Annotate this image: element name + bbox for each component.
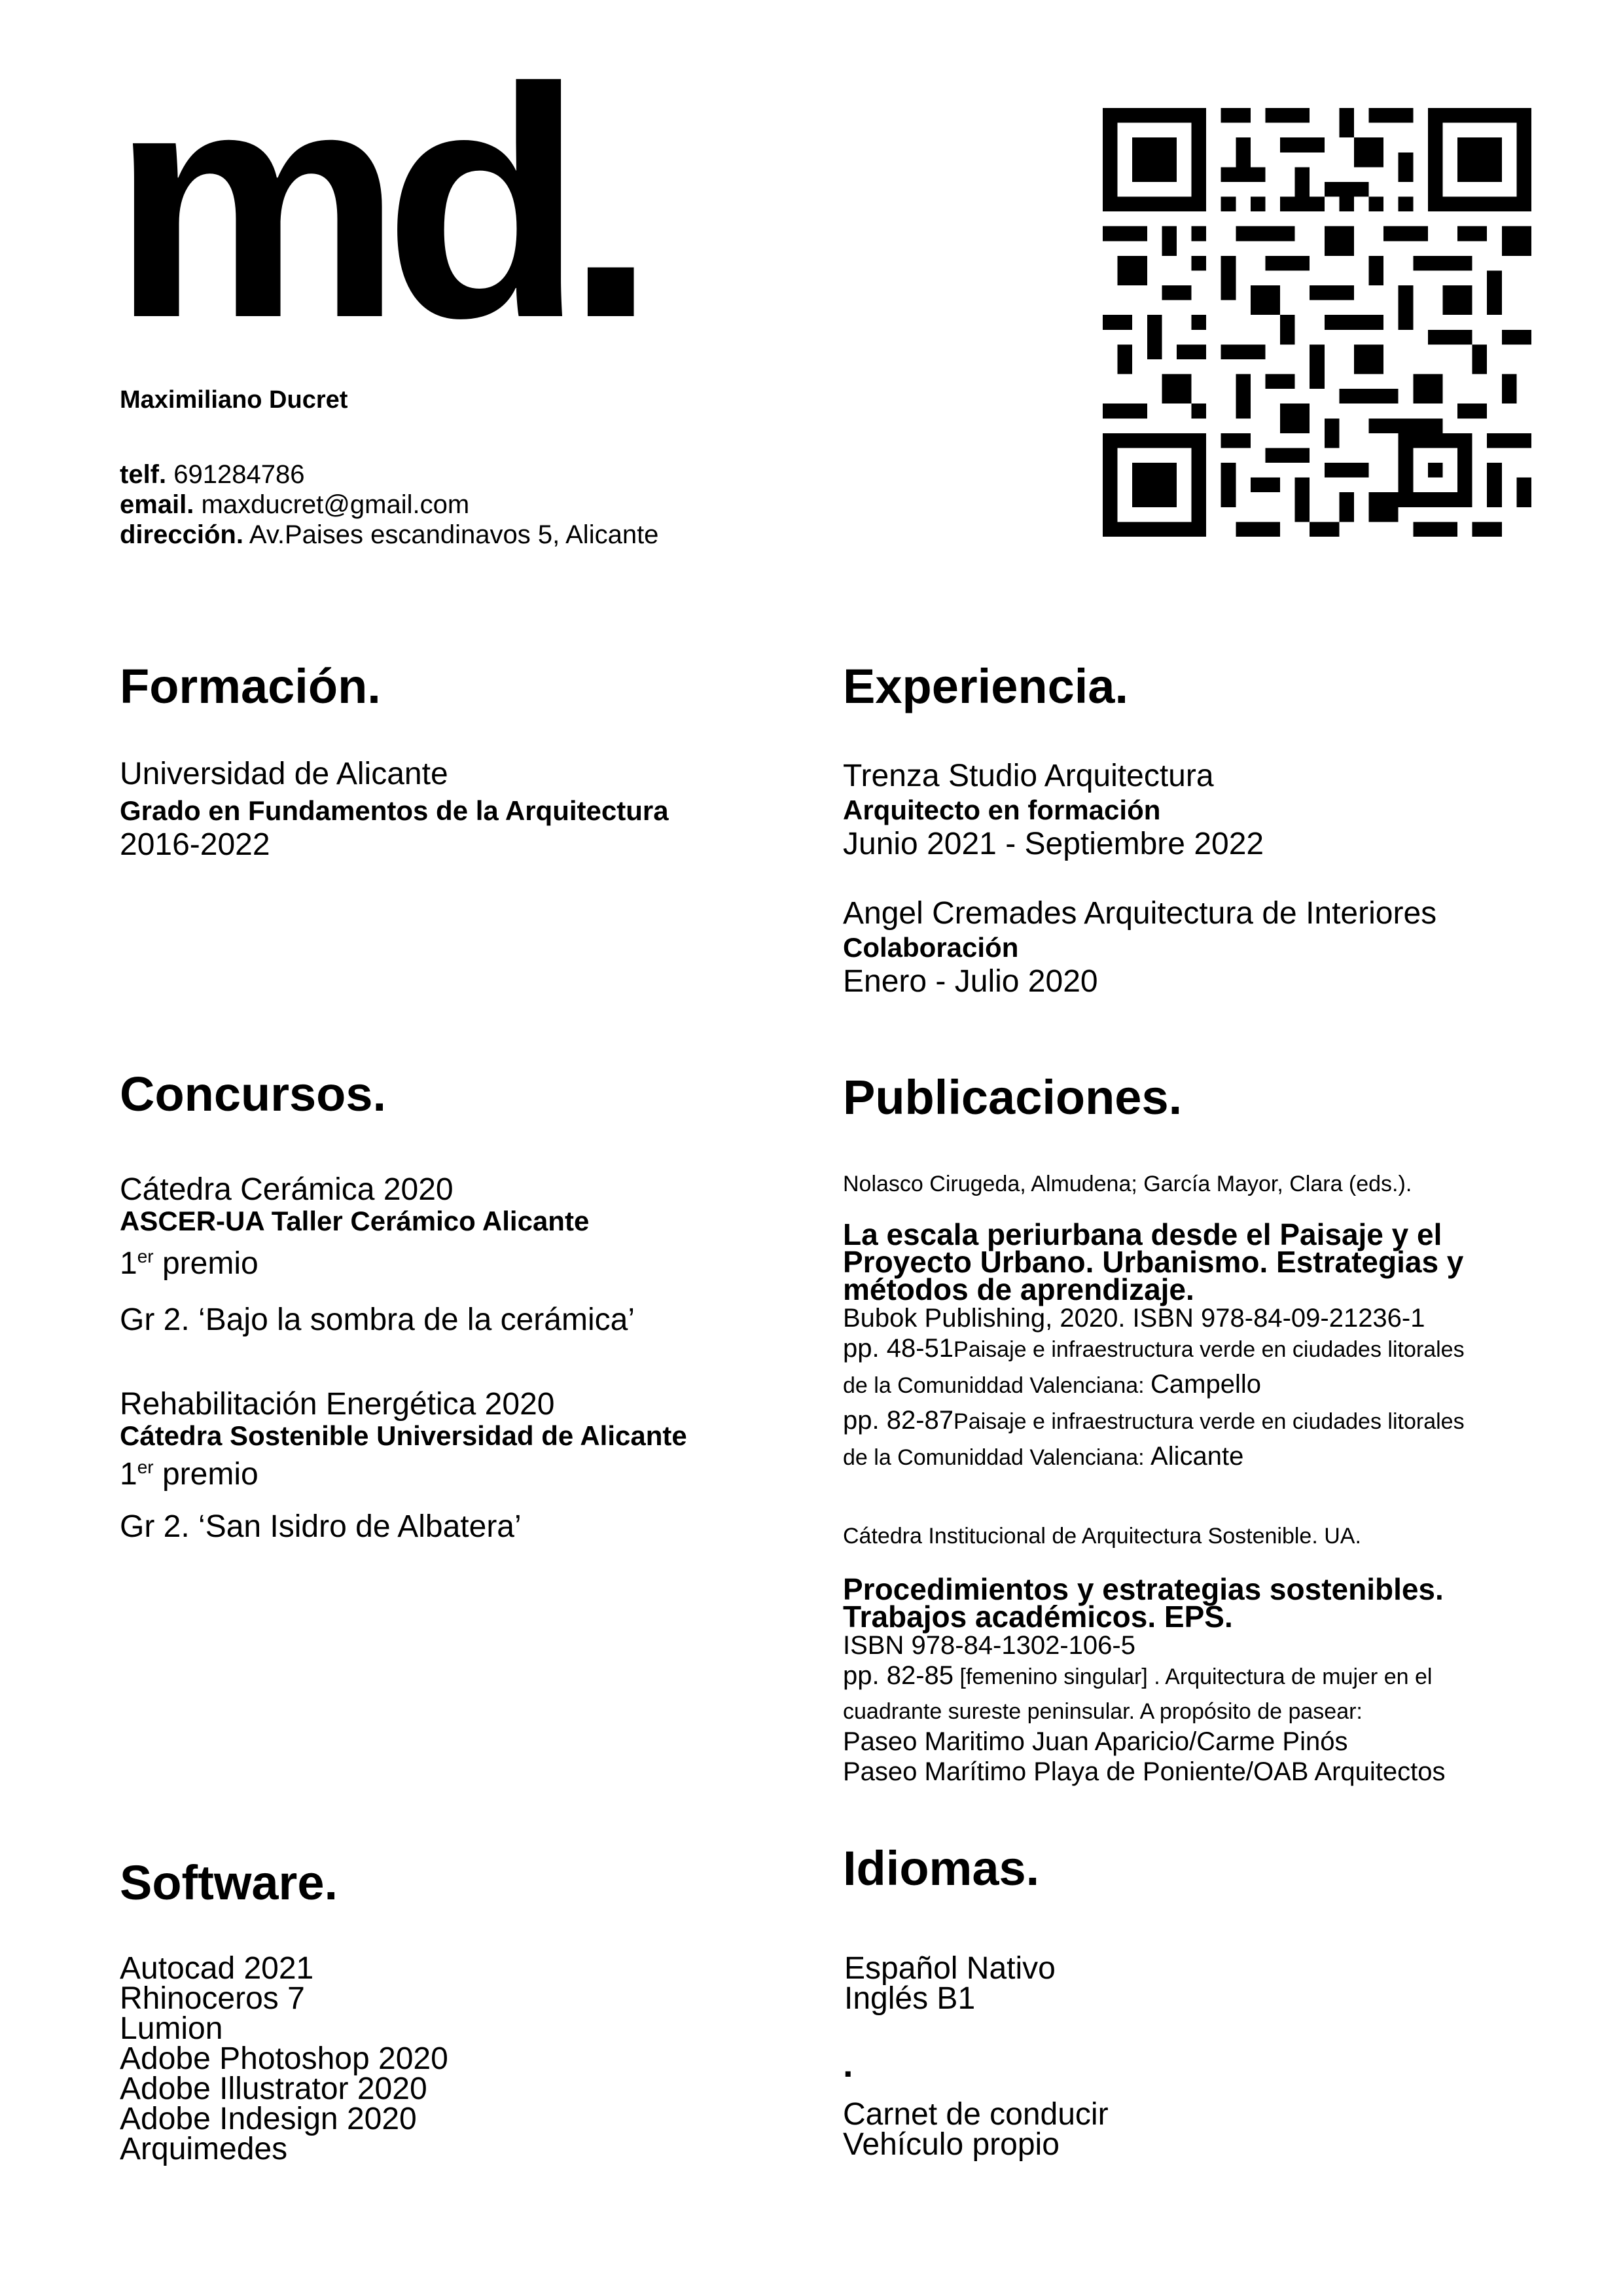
phone-line: [120, 459, 658, 490]
excerpt-text: [femenino singular] . Arquitectura de mujer en el: [954, 1664, 1433, 1689]
publication-entry: [843, 1172, 1596, 1477]
excerpt-pages: pp. 82-87: [843, 1406, 954, 1435]
extra-item: Carnet de conducir: [843, 2097, 1109, 2132]
competition-prize: [120, 1449, 687, 1493]
publication-publisher: Bubok Publishing, 2020. ISBN 978-84-09-21236-1: [843, 1304, 1425, 1333]
software-item: Autocad 2021: [120, 1951, 314, 1986]
competition-name: Cátedra Cerámica 2020: [120, 1172, 454, 1207]
competition-project: Gr 2. ‘San Isidro de Albatera’: [120, 1509, 522, 1544]
excerpt-text: de la Comuniddad Valenciana:: [843, 1445, 1151, 1470]
excerpt-text: de la Comuniddad Valenciana:: [843, 1373, 1151, 1398]
excerpt-text: Paisaje e infraestructura verde en ciudades litorales: [954, 1337, 1465, 1362]
section-heading-publicaciones: Publicaciones.: [843, 1070, 1183, 1124]
competition-project: Gr 2. ‘Bajo la sombra de la cerámica’: [120, 1302, 635, 1337]
address-value: Av.Paises escandinavos 5, Alicante: [249, 520, 659, 549]
extra-item: Vehículo propio: [843, 2127, 1060, 2162]
language-item: Español Nativo: [844, 1951, 1056, 1986]
prize-number: 1: [120, 1457, 137, 1492]
publication-entry: [843, 1524, 1596, 1787]
logo-monogram: md.: [111, 20, 638, 386]
publication-title-line: Procedimientos y estrategias sostenibles.: [843, 1572, 1444, 1606]
software-item: Arquimedes: [120, 2132, 288, 2166]
contact-block: [120, 459, 658, 550]
email-line: [120, 490, 658, 520]
publication-title: [843, 1217, 1596, 1306]
prize-text: premio: [162, 1457, 259, 1492]
publication-title: [843, 1572, 1596, 1634]
experience-period: Junio 2021 - Septiembre 2022: [843, 827, 1264, 861]
competition-entry: [120, 1386, 687, 1545]
publication-authors: Nolasco Cirugeda, Almudena; García Mayor, Clara (eds.).: [843, 1172, 1412, 1196]
education-degree: Grado en Fundamentos de la Arquitectura: [120, 795, 669, 826]
competition-prize: [120, 1238, 635, 1282]
excerpt-walk: Paseo Maritimo Juan Aparicio/Carme Pinós: [843, 1727, 1348, 1756]
experience-period: Enero - Julio 2020: [843, 964, 1098, 999]
education-entry: [120, 756, 669, 863]
phone-value: 691284786: [173, 460, 305, 489]
publication-title-line: Proyecto Urbano. Urbanismo. Estrategias y: [843, 1245, 1464, 1279]
experience-company: Angel Cremades Arquitectura de Interiores: [843, 896, 1437, 931]
excerpt-pages: pp. 82-85: [843, 1661, 954, 1690]
section-heading-formacion: Formación.: [120, 659, 381, 713]
publication-org: Cátedra Institucional de Arquitectura Sostenible. UA.: [843, 1524, 1361, 1549]
excerpt-text: cuadrante sureste peninsular. A propósito de pasear:: [843, 1699, 1363, 1724]
email-value[interactable]: maxducret@gmail.com: [201, 490, 470, 519]
publication-excerpt: [843, 1333, 1596, 1477]
software-item: Rhinoceros 7: [120, 1981, 305, 2016]
section-heading-idiomas: Idiomas.: [843, 1841, 1040, 1895]
experience-role: Colaboración: [843, 932, 1019, 963]
excerpt-walk: Paseo Marítimo Playa de Poniente/OAB Arquitectos: [843, 1757, 1446, 1786]
publication-excerpt: [843, 1660, 1596, 1787]
software-item: Adobe Indesign 2020: [120, 2102, 417, 2136]
education-years: 2016-2022: [120, 827, 270, 862]
competition-org: ASCER-UA Taller Cerámico Alicante: [120, 1206, 590, 1236]
software-item: Lumion: [120, 2011, 223, 2046]
experience-entry: [843, 758, 1264, 863]
excerpt-place: Campello: [1150, 1370, 1261, 1399]
software-item: Adobe Illustrator 2020: [120, 2072, 427, 2106]
competition-entry: [120, 1172, 635, 1338]
language-item: Inglés B1: [844, 1981, 976, 2016]
competition-org: Cátedra Sostenible Universidad de Alicante: [120, 1420, 687, 1451]
prize-text: premio: [162, 1246, 259, 1281]
languages-list: [844, 1951, 1056, 2016]
excerpt-text: Paisaje e infraestructura verde en ciudades litorales: [954, 1409, 1465, 1434]
publication-title-line: La escala periurbana desde el Paisaje y el: [843, 1217, 1442, 1251]
competition-name: Rehabilitación Energética 2020: [120, 1387, 555, 1422]
section-heading-experiencia: Experiencia.: [843, 659, 1129, 713]
experience-role: Arquitecto en formación: [843, 795, 1161, 825]
email-label: email.: [120, 490, 194, 519]
publication-title-line: métodos de aprendizaje.: [843, 1272, 1194, 1306]
address-label: dirección.: [120, 520, 243, 549]
separator-dot: .: [843, 2043, 853, 2085]
phone-label: telf.: [120, 460, 167, 489]
software-item: Adobe Photoshop 2020: [120, 2041, 448, 2076]
prize-number: 1: [120, 1246, 137, 1281]
section-heading-software: Software.: [120, 1856, 338, 1910]
excerpt-pages: pp. 48-51: [843, 1334, 954, 1363]
qr-code-icon[interactable]: [1103, 108, 1531, 537]
address-line: [120, 520, 658, 550]
section-heading-concursos: Concursos.: [120, 1067, 387, 1121]
experience-company: Trenza Studio Arquitectura: [843, 759, 1214, 793]
software-list: [120, 1951, 448, 2166]
extras-list: [843, 2097, 1109, 2162]
person-name: Maximiliano Ducret: [120, 386, 348, 414]
publication-isbn: ISBN 978-84-1302-106-5: [843, 1631, 1135, 1660]
prize-suffix: er: [137, 1457, 154, 1477]
excerpt-place: Alicante: [1150, 1442, 1244, 1471]
publication-title-line: Trabajos académicos. EPS.: [843, 1600, 1233, 1634]
education-institution: Universidad de Alicante: [120, 757, 448, 791]
experience-entry: [843, 895, 1436, 1000]
prize-suffix: er: [137, 1246, 154, 1266]
